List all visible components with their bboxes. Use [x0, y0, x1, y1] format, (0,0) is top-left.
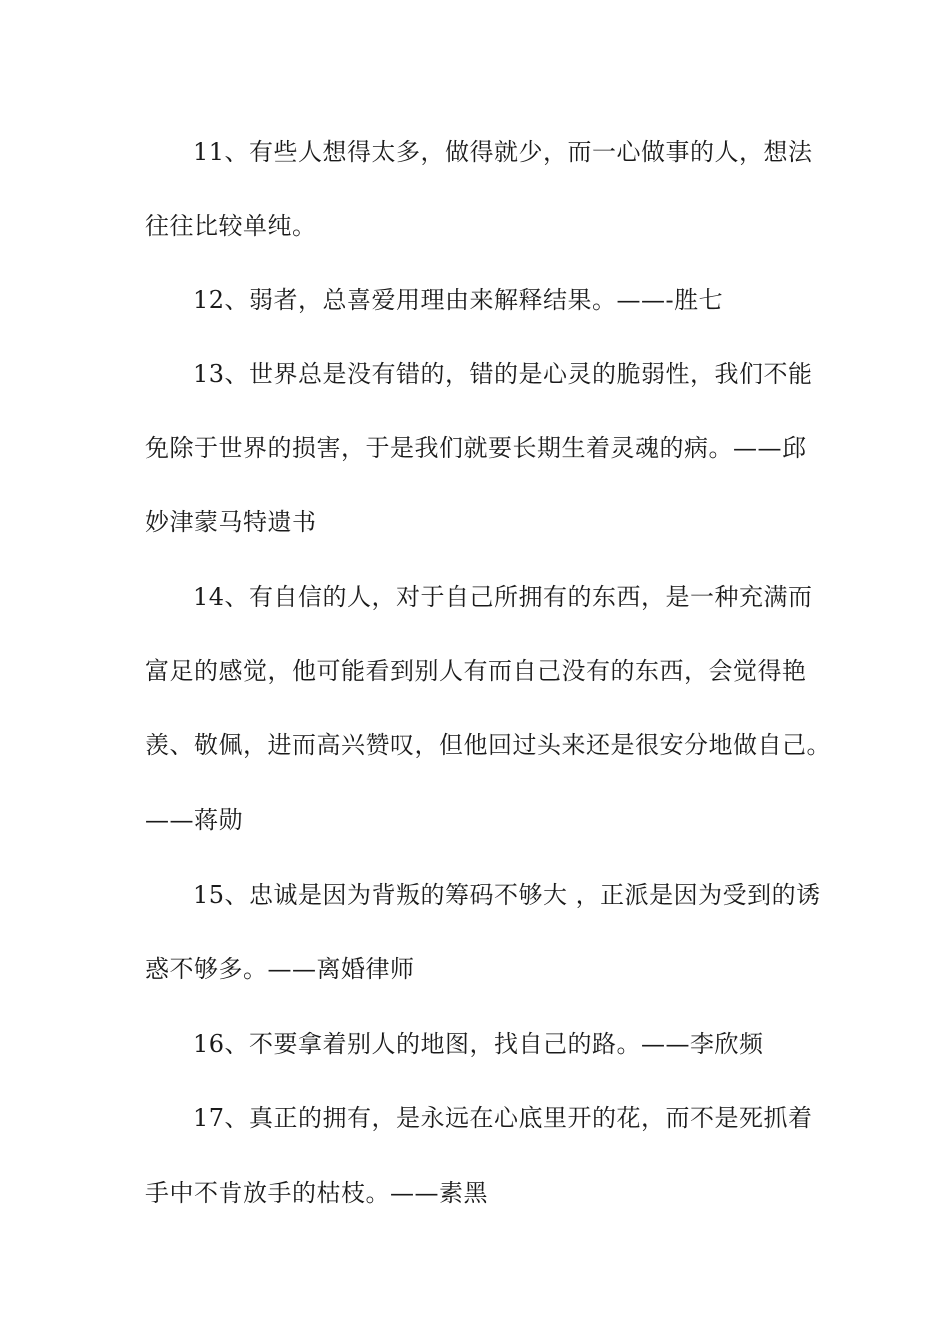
quote-11-line-1: 11、有些人想得太多，做得就少，而一心做事的人，想法 — [193, 138, 813, 166]
quote-14-line-2: 富足的感觉，他可能看到别人有而自己没有的东西，会觉得艳 — [145, 657, 807, 685]
quote-16-line-1: 16、不要拿着别人的地图，找自己的路。——李欣频 — [193, 1030, 764, 1058]
quote-17-line-1: 17、真正的拥有，是永远在心底里开的花，而不是死抓着 — [193, 1104, 813, 1132]
quote-11-line-2: 往往比较单纯。 — [145, 212, 317, 240]
quote-13-line-1: 13、世界总是没有错的，错的是心灵的脆弱性，我们不能 — [193, 360, 813, 388]
quote-12-line-1: 12、弱者，总喜爱用理由来解释结果。——-胜七 — [193, 286, 724, 314]
quote-14-line-3: 羡、敬佩，进而高兴赞叹，但他回过头来还是很安分地做自己。 — [145, 731, 831, 759]
quote-14-line-4: ——蒋勋 — [145, 806, 243, 834]
quote-15-line-1: 15、忠诚是因为背叛的筹码不够大 ，正派是因为受到的诱 — [193, 881, 821, 909]
quote-13-line-2: 免除于世界的损害，于是我们就要长期生着灵魂的病。——邱 — [145, 434, 807, 462]
quote-14-line-1: 14、有自信的人，对于自己所拥有的东西，是一种充满而 — [193, 583, 813, 611]
quote-15-line-2: 惑不够多。——离婚律师 — [145, 955, 415, 983]
quote-17-line-2: 手中不肯放手的枯枝。——素黑 — [145, 1179, 488, 1207]
quote-13-line-3: 妙津蒙马特遗书 — [145, 508, 317, 536]
